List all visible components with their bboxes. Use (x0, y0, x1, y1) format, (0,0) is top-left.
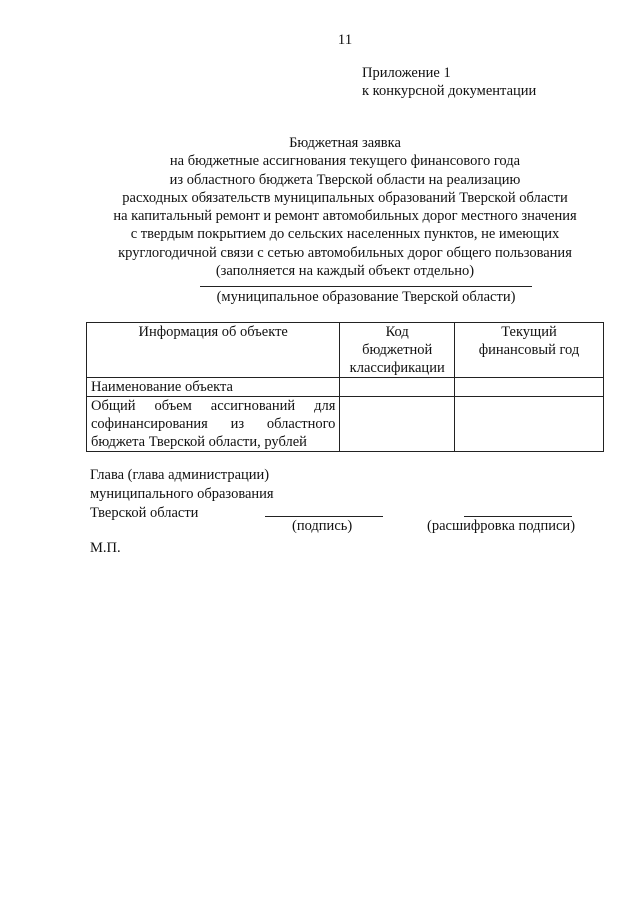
signer-line: муниципального образования (90, 486, 274, 502)
header-budget-code (340, 323, 455, 378)
signature-caption: (подпись) (292, 518, 353, 534)
cell-object-name-code[interactable] (340, 378, 455, 397)
header-budget-code-line: бюджетной (362, 342, 433, 358)
row-label-object-name-text: Наименование объекта (91, 379, 233, 395)
title-line: из областного бюджета Тверской области на реализацию (169, 171, 521, 188)
stamp-placeholder: М.П. (90, 540, 121, 556)
table-row (87, 397, 604, 452)
signer-line: Тверской области (90, 505, 199, 521)
document-title (0, 134, 640, 280)
title-line: на бюджетные ассигнования текущего финансового года (169, 153, 521, 170)
row-label-total-volume-line: софинансирования из областного (91, 416, 336, 432)
header-object-info-label: Информация об объекте (138, 324, 288, 340)
row-label-total-volume-line: бюджета Тверской области, рублей (91, 434, 307, 450)
appendix-line-1: Приложение 1 (362, 65, 451, 81)
appendix-note (362, 64, 536, 100)
title-line: (заполняется на каждый объект отдельно) (215, 263, 475, 280)
municipality-fill-line[interactable] (200, 286, 532, 287)
cell-total-volume-code[interactable] (340, 397, 455, 452)
header-current-year-line: финансовый год (478, 342, 580, 358)
cell-total-volume-year[interactable] (454, 397, 603, 452)
title-line: Бюджетная заявка (289, 135, 401, 151)
row-label-total-volume-line: Общий объем ассигнований для (91, 398, 336, 414)
title-line: расходных обязательств муниципальных образований Тверской области (122, 189, 568, 206)
signer-block (90, 466, 274, 523)
title-line: с твердым покрытием до сельских населенных пунктов, не имеющих (130, 226, 560, 243)
cell-object-name-year[interactable] (454, 378, 603, 397)
title-line: на капитальный ремонт и ремонт автомобильных дорог местного значения (113, 208, 577, 225)
signature-fill-line[interactable] (265, 516, 383, 517)
table-header-row (87, 323, 604, 378)
signature-decode-caption: (расшифровка подписи) (427, 518, 576, 534)
header-current-year-line: Текущий (501, 324, 557, 340)
object-info-table (86, 322, 604, 452)
signature-decode-fill-line[interactable] (464, 516, 572, 517)
header-current-year (454, 323, 603, 378)
municipality-caption: (муниципальное образование Тверской области) (216, 289, 516, 305)
header-budget-code-line: Код (385, 324, 409, 340)
page-number: 11 (337, 32, 353, 48)
appendix-line-2: к конкурсной документации (362, 83, 537, 99)
header-budget-code-line: классификации (349, 360, 445, 376)
title-line: круглогодичной связи с сетью автомобильных дорог общего пользования (118, 244, 572, 261)
row-label-object-name (87, 378, 340, 397)
header-object-info (87, 323, 340, 378)
row-label-total-volume (87, 397, 340, 452)
table-row (87, 378, 604, 397)
signer-line: Глава (глава администрации) (90, 467, 270, 483)
